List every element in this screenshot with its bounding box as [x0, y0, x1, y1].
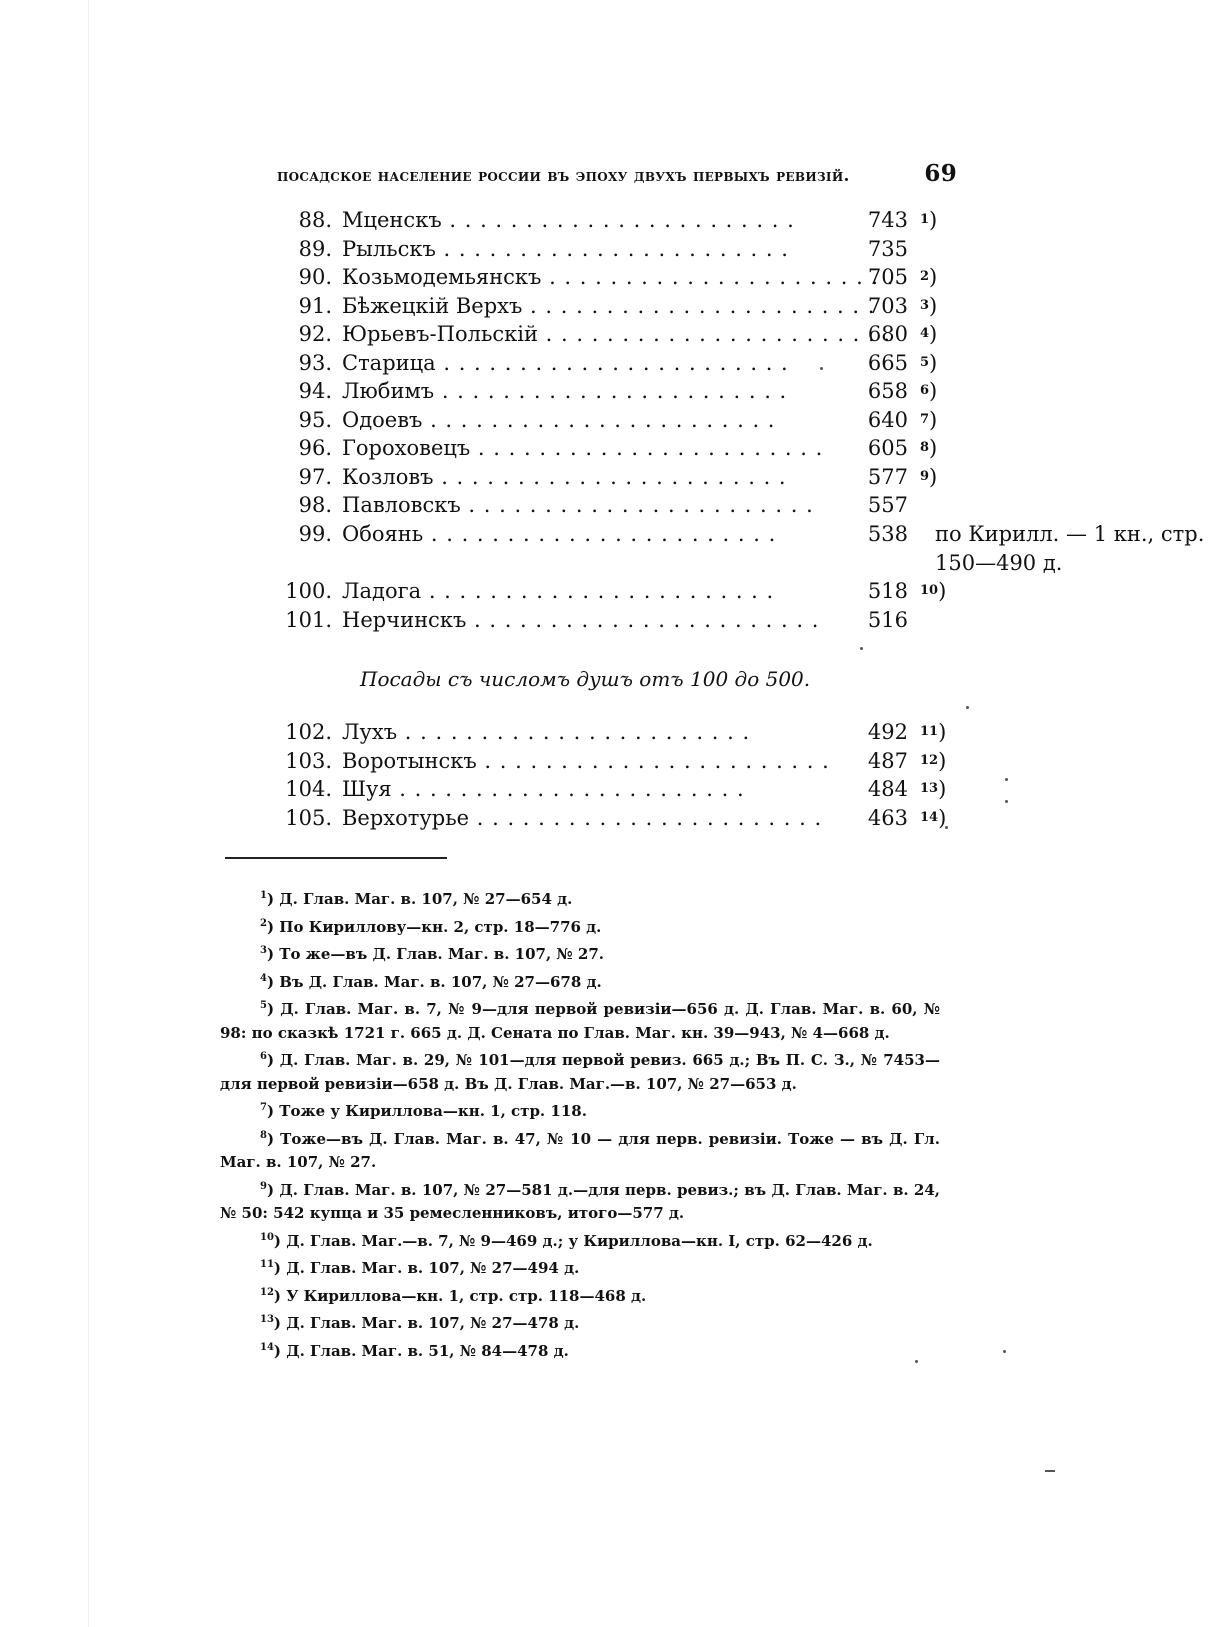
town-name: Лухъ . . .	[342, 718, 557, 747]
footnote	[220, 912, 940, 940]
footnote-paren: )	[266, 1180, 280, 1199]
scan-speck	[860, 647, 863, 650]
footnote-ref: 5 )	[920, 349, 937, 373]
town-name: Мценскъ . . .	[342, 206, 557, 235]
population-value: 538	[867, 521, 908, 546]
town-name: Козьмодемьянскъ . . .	[342, 263, 557, 292]
population-value: 487	[867, 748, 908, 773]
footnote	[220, 884, 940, 912]
footnote-mark: 3	[260, 945, 267, 956]
town-name: Одоевъ . . .	[342, 406, 557, 435]
footnote-paren: )	[266, 917, 280, 936]
footnote	[220, 1281, 940, 1309]
footnote	[220, 1226, 940, 1254]
footnote-text: Тоже у Кириллова—кн. 1, стр. 118.	[279, 1102, 587, 1120]
population-value: 680	[867, 322, 908, 346]
footnote-mark: 1	[260, 890, 267, 901]
footnote-text: Д. Глав. Маг. в. 29, № 101—для первой ревиз. 665 д.; Въ П. С. З., № 7453— для первой ревизіи—658 д. Въ Д. Глав. Маг.—в. 107, № 27—653 д.	[220, 1051, 940, 1093]
footnote-text: У Кириллова—кн. 1, стр. стр. 118—468 д.	[286, 1286, 647, 1305]
scan-edge	[88, 0, 89, 1627]
town-entry	[270, 292, 950, 321]
town-entry	[270, 520, 1205, 578]
entry-number: 104.	[285, 777, 332, 801]
footnote-paren: )	[273, 1231, 287, 1250]
entry-number: 103.	[285, 748, 332, 773]
footnote	[220, 1253, 940, 1281]
entry-number: 94.	[298, 379, 332, 403]
footnote-text: Д. Глав. Маг. в. 7, № 9—для первой ревизіи—656 д. Д. Глав. Маг. в. 60, № 98: по сказкѣ 1721 г. 665 д. Д. Сената по Глав. Маг. кн. 39—943, № 4—668 д.	[220, 1000, 940, 1042]
footnote-ref: 10 )	[920, 577, 946, 601]
entry-number: 95.	[298, 407, 332, 432]
footnote-paren: )	[273, 1314, 287, 1332]
footnote-mark: 13	[260, 1314, 274, 1325]
footnote-paren: )	[266, 1129, 281, 1148]
scan-speck	[820, 367, 823, 370]
footnote-text: Д. Глав. Маг. в. 107, № 27—478 д.	[286, 1314, 580, 1332]
footnote-text: Д. Глав. Маг. в. 107, № 27—654 д.	[279, 890, 573, 908]
entry-number: 105.	[285, 805, 332, 830]
footnote-text: По Кириллову—кн. 2, стр. 18—776 д.	[279, 917, 602, 936]
population-value: 703	[867, 293, 908, 318]
town-entry	[270, 606, 950, 635]
scan-speck	[1045, 1470, 1055, 1472]
entry-number: 97.	[298, 464, 332, 489]
footnote-ref: 2 )	[920, 263, 937, 287]
entry-number: 92.	[298, 322, 332, 346]
entry-number: 98.	[298, 493, 332, 517]
population-value: 557	[867, 493, 908, 517]
footnote-ref: 3 )	[920, 292, 937, 316]
footnote-paren: )	[266, 890, 280, 908]
town-name: Воротынскъ . . .	[342, 747, 557, 776]
footnote-mark: 4	[260, 972, 267, 984]
town-entry	[270, 206, 950, 235]
footnote-mark: 2	[260, 917, 267, 929]
town-name: Старица . . .	[342, 349, 557, 378]
footnote-text: Въ Д. Глав. Маг. в. 107, № 27—678 д.	[279, 972, 602, 991]
town-name: Павловскъ . . .	[342, 491, 557, 520]
town-entry	[270, 747, 950, 776]
footnote-ref: 12 )	[920, 747, 946, 771]
footnote-mark: 5	[260, 1000, 267, 1011]
running-header	[277, 160, 957, 190]
entry-number: 96.	[298, 436, 332, 460]
entry-number: 91.	[298, 293, 332, 318]
footnote-ref: 7 )	[920, 406, 937, 430]
entry-number: 89.	[298, 236, 332, 261]
section-heading: Посады съ числомъ душъ отъ 100 до 500.	[360, 667, 811, 691]
population-value: 484	[867, 777, 908, 801]
town-entry	[270, 349, 950, 378]
footnote-ref: 4 )	[920, 320, 937, 344]
footnote-text: Д. Глав. Маг. в. 107, № 27—581 д.—для перв. ревиз.; въ Д. Глав. Маг. в. 24, № 50: 542 купца и 35 ремесленниковъ, итого—577 д.	[220, 1180, 940, 1222]
footnote-mark: 10	[260, 1231, 274, 1243]
population-value: 577	[867, 464, 908, 489]
footnote-mark: 11	[260, 1259, 274, 1270]
footnote	[220, 1308, 940, 1336]
footnotes	[220, 884, 940, 1363]
footnote-paren: )	[266, 972, 280, 991]
town-name: Обоянь . . .	[342, 520, 557, 549]
scan-speck	[1005, 778, 1008, 781]
population-value: 640	[867, 407, 908, 432]
town-entry	[270, 804, 950, 833]
scan-speck	[915, 1360, 918, 1363]
town-entry	[270, 263, 950, 292]
town-entry	[270, 491, 950, 520]
footnote-paren: )	[273, 1286, 287, 1305]
footnote	[220, 939, 940, 967]
population-value: 516	[867, 607, 908, 632]
entry-number: 99.	[298, 521, 332, 546]
town-name: Нерчинскъ . . .	[342, 606, 557, 635]
footnote-mark: 14	[260, 1341, 274, 1353]
footnote-paren: )	[266, 1102, 280, 1120]
footnote-paren: )	[266, 1051, 280, 1069]
footnote-mark: 8	[260, 1129, 267, 1141]
footnote-mark: 9	[260, 1180, 267, 1192]
entry-number: 101.	[285, 607, 332, 632]
town-name: Шуя . . .	[342, 775, 557, 804]
population-value: 735	[867, 236, 908, 261]
footnote-mark: 12	[260, 1286, 274, 1298]
town-entry	[270, 320, 950, 349]
town-entry	[270, 775, 950, 804]
running-title: посадское население россии въ эпоху двухъ первыхъ ревизій.	[277, 166, 850, 186]
population-value: 518	[867, 579, 908, 603]
footnote-mark: 7	[260, 1102, 267, 1113]
entry-number: 102.	[285, 720, 332, 744]
footnote-paren: )	[266, 945, 280, 963]
town-entry	[270, 463, 950, 492]
town-entry	[270, 718, 950, 747]
footnote-text: То же—въ Д. Глав. Маг. в. 107, № 27.	[279, 945, 605, 963]
population-value: 492	[867, 720, 908, 744]
town-entry	[270, 377, 950, 406]
population-value: 463	[867, 805, 908, 830]
town-name: Ладога . . .	[342, 577, 557, 606]
page-number: 69	[924, 160, 957, 187]
footnote-ref: 13 )	[920, 775, 946, 799]
footnote	[220, 1096, 940, 1124]
footnote-paren: )	[266, 1000, 281, 1018]
footnote	[220, 1336, 940, 1364]
footnote-ref: 1 )	[920, 206, 937, 230]
town-name: Верхотурье . . .	[342, 804, 557, 833]
town-entry	[270, 406, 950, 435]
scan-speck	[1003, 1350, 1006, 1353]
footnote-text: Д. Глав. Маг.—в. 7, № 9—469 д.; у Кириллова—кн. I, стр. 62—426 д.	[286, 1231, 873, 1250]
town-name: Юрьевъ-Польскій . . .	[342, 320, 557, 349]
scan-speck	[945, 826, 948, 829]
town-entry	[270, 434, 950, 463]
footnote-rule	[225, 857, 447, 859]
footnote-paren: )	[273, 1341, 287, 1360]
footnote-ref: 6 )	[920, 377, 937, 401]
town-entry	[270, 577, 950, 606]
population-value: 743	[867, 208, 908, 232]
town-name: Любимъ . . .	[342, 377, 557, 406]
footnote-ref: 14 )	[920, 804, 946, 828]
footnote-ref: 11 )	[920, 718, 946, 742]
footnote	[220, 1045, 940, 1096]
scan-speck	[1005, 800, 1008, 803]
footnote-text: Д. Глав. Маг. в. 107, № 27—494 д.	[286, 1259, 580, 1277]
population-value: 658	[867, 379, 908, 403]
footnote-mark: 6	[260, 1051, 267, 1062]
entry-number: 90.	[298, 265, 332, 289]
town-name: Козловъ . . .	[342, 463, 557, 492]
footnote-text: Д. Глав. Маг. в. 51, № 84—478 д.	[286, 1341, 569, 1360]
town-name: Бѣжецкій Верхъ . . .	[342, 292, 557, 321]
footnote-text: Тоже—въ Д. Глав. Маг. в. 47, № 10 — для перв. ревизіи. Тоже — въ Д. Гл. Маг. в. 107, № 27.	[220, 1129, 940, 1171]
footnote	[220, 994, 940, 1045]
footnote	[220, 1175, 940, 1226]
population-value: 665	[867, 350, 908, 375]
entry-note: по Кирилл. — 1 кн., стр. 150—490 д.	[935, 521, 1205, 575]
population-value: 605	[867, 436, 908, 460]
footnote-ref: 9 )	[920, 463, 937, 487]
population-value: 705	[867, 265, 908, 289]
town-name: Гороховецъ . . .	[342, 434, 557, 463]
footnote-paren: )	[273, 1259, 287, 1277]
scan-speck	[966, 706, 969, 709]
footnote	[220, 967, 940, 995]
entry-number: 93.	[298, 350, 332, 375]
entry-number: 100.	[285, 579, 332, 603]
footnote	[220, 1124, 940, 1175]
footnote-ref: 8 )	[920, 434, 937, 458]
town-name: Рыльскъ . . .	[342, 235, 557, 264]
entry-number: 88.	[298, 208, 332, 232]
town-entry	[270, 235, 950, 264]
